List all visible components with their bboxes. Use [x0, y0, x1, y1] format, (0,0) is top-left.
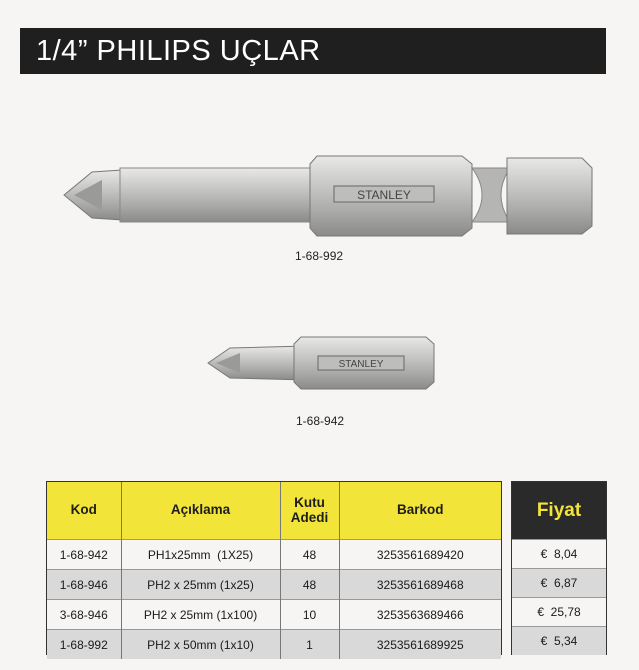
product-code-caption: 1-68-942 [296, 414, 345, 428]
table-row [47, 540, 501, 570]
cell-barkod: 3253561689925 [339, 630, 501, 660]
cell-barkod: 3253561689468 [339, 570, 501, 600]
header-aciklama: Açıklama [121, 482, 280, 540]
cell-kutu: 10 [280, 600, 339, 630]
price-header: Fiyat [512, 482, 606, 539]
cell-aciklama: PH2 x 50mm (1x10) [121, 630, 280, 660]
price-cell: € 5,34 [512, 626, 606, 655]
page-title: 1/4” PHILIPS UÇLAR [36, 34, 321, 67]
cell-aciklama: PH2 x 25mm (1x100) [121, 600, 280, 630]
header-kod: Kod [47, 482, 121, 540]
brand-mark-short: STANLEY [338, 359, 384, 370]
product-table [46, 481, 502, 655]
brand-mark-long: STANLEY [357, 188, 411, 202]
header-kutu-line1: Kutu [294, 495, 325, 511]
cell-kutu: 1 [280, 630, 339, 660]
cell-aciklama: PH2 x 25mm (1x25) [121, 570, 280, 600]
cell-kod: 3-68-946 [47, 600, 121, 630]
cell-kutu: 48 [280, 570, 339, 600]
price-cell: € 25,78 [512, 597, 606, 626]
cell-barkod: 3253561689420 [339, 540, 501, 570]
table-row [47, 600, 501, 630]
table-row [47, 570, 501, 600]
price-table [511, 481, 607, 655]
short-screwdriver-bit-image [206, 334, 436, 392]
title-bar [20, 28, 606, 74]
long-screwdriver-bit-image [62, 150, 602, 240]
price-cell: € 8,04 [512, 539, 606, 568]
cell-kutu: 48 [280, 540, 339, 570]
header-kutu-line2: Adedi [290, 509, 329, 525]
cell-kod: 1-68-946 [47, 570, 121, 600]
cell-barkod: 3253563689466 [339, 600, 501, 630]
header-kutu-adedi [280, 482, 339, 540]
price-cell: € 6,87 [512, 568, 606, 597]
cell-kod: 1-68-992 [47, 630, 121, 660]
product-code-caption: 1-68-992 [295, 249, 344, 263]
table-row [47, 630, 501, 660]
cell-aciklama: PH1x25mm (1X25) [121, 540, 280, 570]
header-barkod: Barkod [339, 482, 501, 540]
cell-kod: 1-68-942 [47, 540, 121, 570]
